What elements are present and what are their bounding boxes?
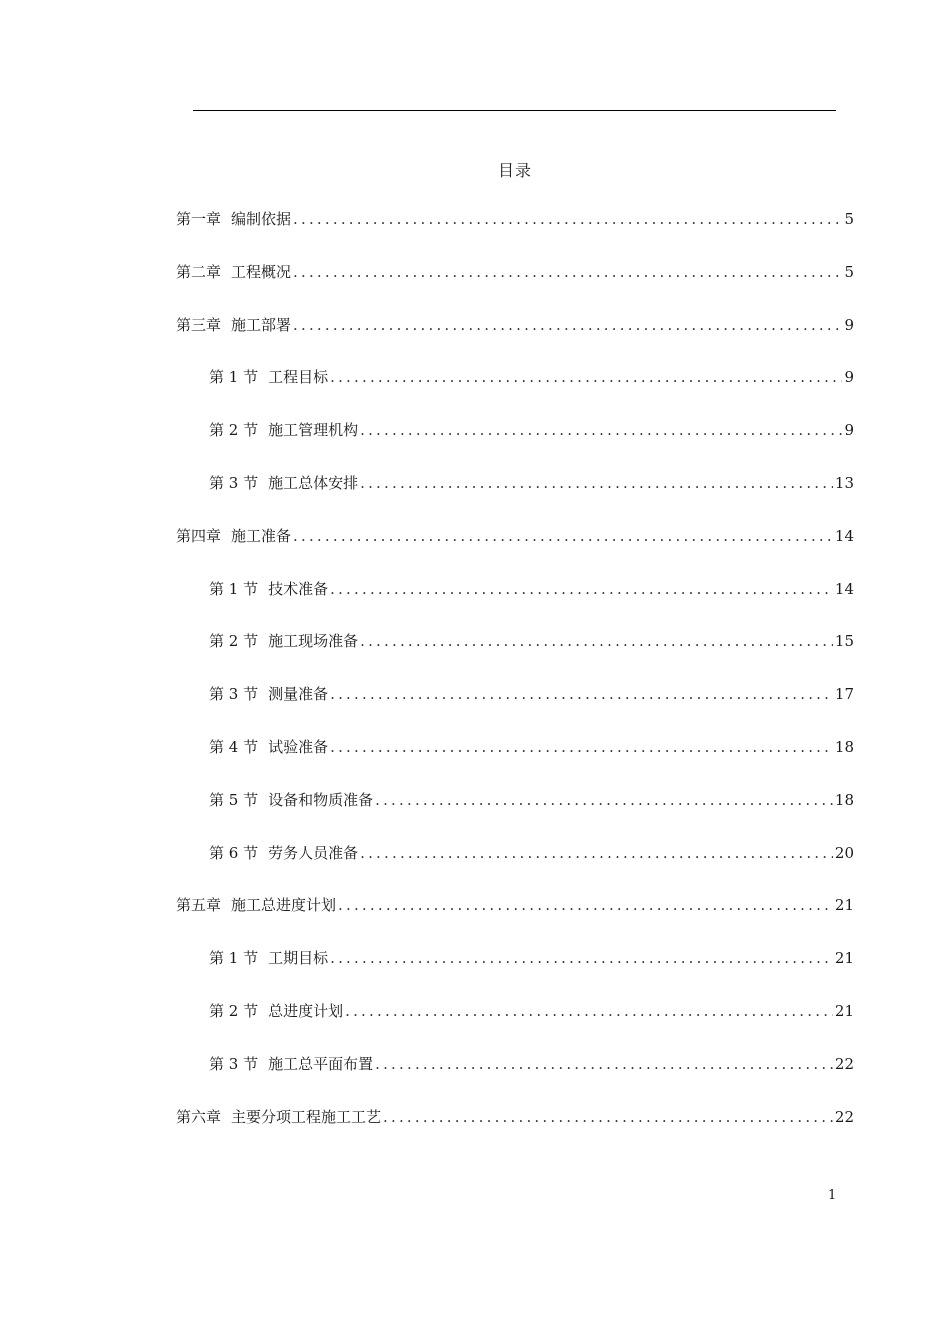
- toc-entry-page: 22: [834, 1107, 854, 1126]
- toc-entry-page: 9: [844, 421, 854, 440]
- toc-dot-leader: [375, 1055, 833, 1073]
- toc-entry-number: 第 2 节: [209, 1001, 259, 1020]
- toc-entry-title: 施工总体安排: [268, 473, 359, 492]
- toc-entry-number: 第 6 节: [209, 843, 259, 862]
- toc-entry-number: 第六章: [176, 1107, 222, 1126]
- toc-entry-number: 第四章: [176, 526, 222, 545]
- toc-entry[interactable]: [176, 1000, 854, 1053]
- toc-entry-title: 施工管理机构: [268, 421, 359, 440]
- toc-entry-page: 21: [834, 1001, 854, 1020]
- toc-entry-page: 20: [834, 843, 854, 862]
- toc-entry-title: 施工总进度计划: [231, 896, 337, 915]
- toc-dot-leader: [293, 316, 842, 334]
- toc-entry-title: 工程概况: [231, 262, 292, 281]
- toc-dot-leader: [360, 844, 833, 862]
- toc-entry-number: 第一章: [176, 210, 222, 228]
- toc-entry-number: 第三章: [176, 315, 222, 334]
- toc-entry[interactable]: [176, 208, 854, 261]
- header-rule: [193, 110, 836, 111]
- toc-entry[interactable]: [176, 842, 854, 895]
- toc-entry[interactable]: [176, 947, 854, 1000]
- toc-entry-number: 第 3 节: [209, 1054, 259, 1073]
- toc-entry-title: 测量准备: [268, 685, 329, 704]
- toc-entry-number: 第五章: [176, 896, 222, 915]
- table-of-contents: [176, 208, 854, 1158]
- toc-entry-title: 工程目标: [268, 368, 329, 387]
- toc-entry[interactable]: [176, 736, 854, 789]
- toc-entry[interactable]: [176, 472, 854, 525]
- toc-entry-title: 试验准备: [268, 737, 329, 756]
- toc-entry-title: 总进度计划: [268, 1001, 344, 1020]
- toc-entry-title: 设备和物质准备: [268, 790, 374, 809]
- toc-dot-leader: [330, 949, 833, 967]
- toc-dot-leader: [330, 738, 833, 756]
- toc-entry[interactable]: [176, 261, 854, 314]
- toc-entry-page: 21: [834, 896, 854, 915]
- toc-entry-number: 第 5 节: [209, 790, 259, 809]
- toc-entry-number: 第 1 节: [209, 949, 259, 968]
- toc-entry[interactable]: [176, 630, 854, 683]
- toc-entry-number: 第 1 节: [209, 579, 259, 598]
- toc-entry-page: 15: [834, 632, 854, 651]
- toc-entry-number: 第 3 节: [209, 685, 259, 704]
- toc-entry[interactable]: [176, 789, 854, 842]
- toc-dot-leader: [330, 580, 833, 598]
- page-number: 1: [828, 1188, 837, 1203]
- toc-entry-title: 劳务人员准备: [268, 843, 359, 862]
- toc-dot-leader: [383, 1108, 833, 1126]
- toc-title: 目录: [497, 161, 532, 180]
- toc-entry-number: 第 2 节: [209, 632, 259, 651]
- toc-entry-page: 5: [844, 262, 854, 281]
- toc-dot-leader: [293, 527, 833, 545]
- toc-entry-title: 施工现场准备: [268, 632, 359, 651]
- toc-dot-leader: [360, 421, 842, 439]
- toc-entry-title: 施工总平面布置: [268, 1054, 374, 1073]
- toc-entry-page: 9: [844, 315, 854, 334]
- toc-entry-page: 18: [834, 790, 854, 809]
- toc-entry-page: 5: [844, 210, 854, 228]
- toc-entry-number: 第 2 节: [209, 421, 259, 440]
- toc-dot-leader: [375, 791, 833, 809]
- toc-entry-page: 18: [834, 737, 854, 756]
- toc-entry-page: 9: [844, 368, 854, 387]
- toc-entry-page: 22: [834, 1054, 854, 1073]
- toc-dot-leader: [330, 368, 842, 386]
- toc-entry-number: 第二章: [176, 262, 222, 281]
- toc-entry-title: 技术准备: [268, 579, 329, 598]
- toc-entry[interactable]: [176, 419, 854, 472]
- toc-entry[interactable]: [176, 314, 854, 367]
- toc-entry-title: 主要分项工程施工工艺: [231, 1107, 382, 1126]
- toc-entry-title: 工期目标: [268, 949, 329, 968]
- toc-entry[interactable]: [176, 683, 854, 736]
- toc-dot-leader: [338, 896, 833, 914]
- toc-entry-page: 14: [834, 526, 854, 545]
- toc-entry[interactable]: [176, 1106, 854, 1159]
- toc-entry-number: 第 1 节: [209, 368, 259, 387]
- toc-entry-page: 21: [834, 949, 854, 968]
- toc-entry[interactable]: [176, 366, 854, 419]
- toc-entry[interactable]: [176, 1053, 854, 1106]
- toc-entry[interactable]: [176, 578, 854, 631]
- toc-entry-page: 17: [834, 685, 854, 704]
- toc-entry-number: 第 3 节: [209, 473, 259, 492]
- toc-entry-title: 施工部署: [231, 315, 292, 334]
- toc-dot-leader: [345, 1002, 833, 1020]
- toc-entry-page: 13: [834, 473, 854, 492]
- toc-dot-leader: [293, 263, 842, 281]
- toc-dot-leader: [330, 685, 833, 703]
- toc-entry[interactable]: [176, 525, 854, 578]
- toc-entry-number: 第 4 节: [209, 737, 259, 756]
- toc-entry-page: 14: [834, 579, 854, 598]
- toc-entry[interactable]: [176, 894, 854, 947]
- toc-dot-leader: [360, 632, 833, 650]
- toc-dot-leader: [360, 474, 833, 492]
- toc-entry-title: 施工准备: [231, 526, 292, 545]
- toc-entry-title: 编制依据: [231, 210, 292, 228]
- toc-dot-leader: [293, 210, 842, 228]
